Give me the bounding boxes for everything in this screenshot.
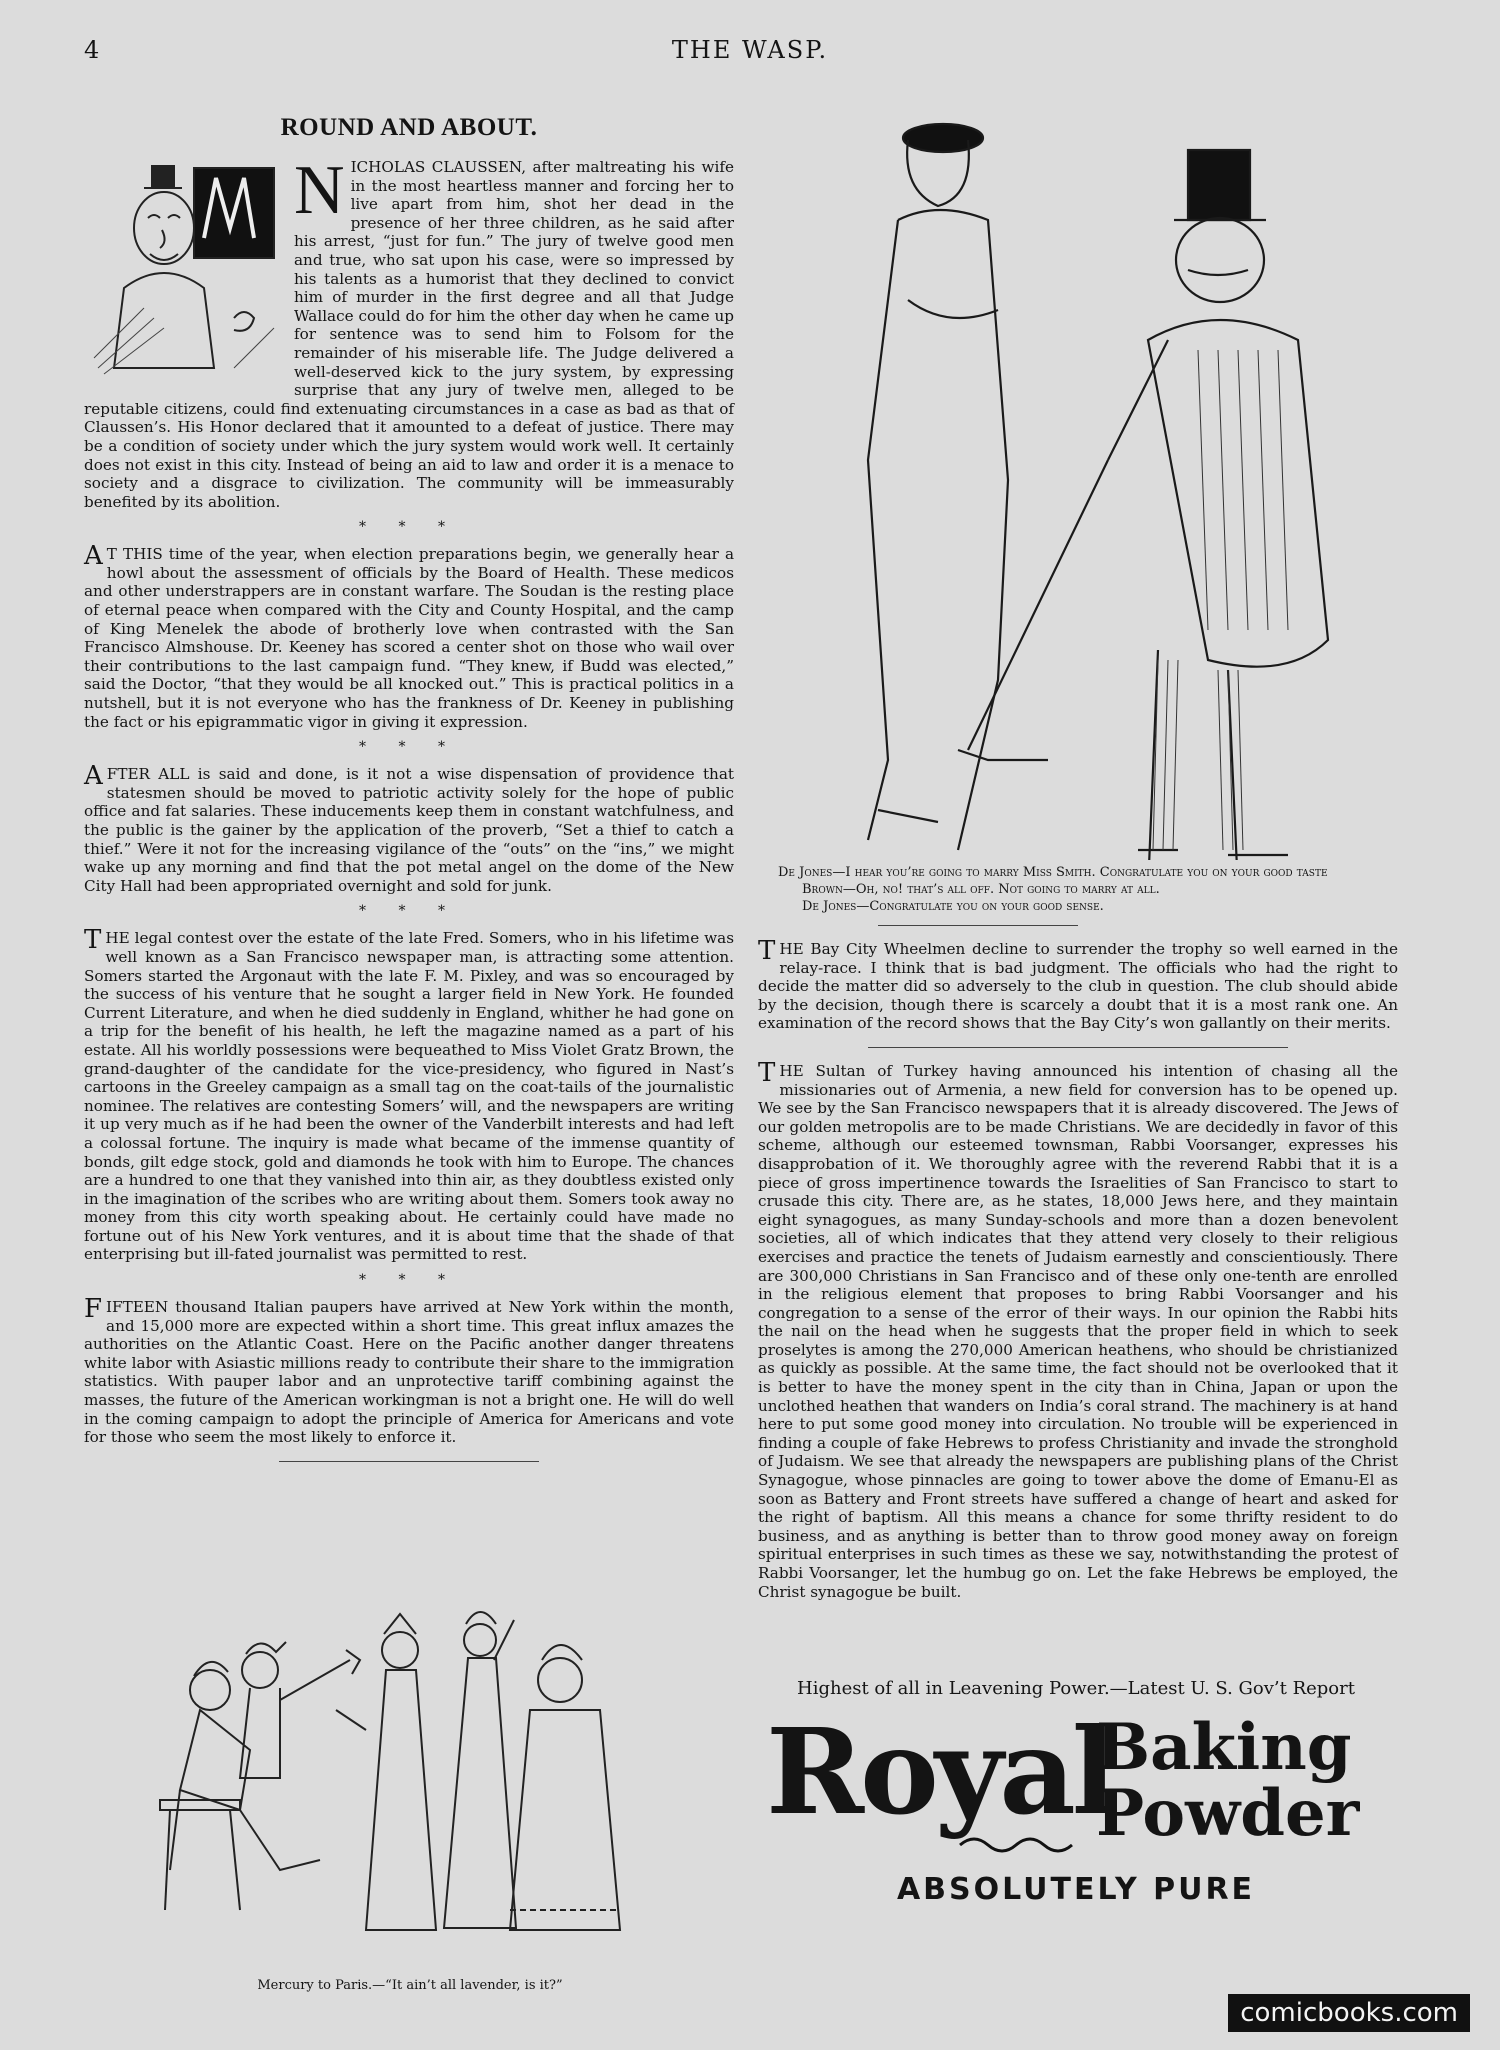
bottom-cartoon-caption: Mercury to Paris.—“It ain’t all lavender, is it?” [257, 1978, 563, 1993]
divider-rule [279, 1461, 539, 1462]
lead-paragraph-text: ICHOLAS CLAUSSEN, after maltreating his wife in the most heartless manner and forcing her to live apart from him, shot her dead in the presence of her three children, as he said after his arrest, “just for fun.” The jury of twelve good men and true, who sat upon his case, were so impressed by his talents as a humorist that they declined to convict him of murder in the first degree and all that Judge Wallace could do for him the other day when he came up for sentence was to send him to Folsom for the remainder of his miserable life. The Judge delivered a well-deserved kick to the jury system, by expressing surprise that any jury of twelve men, alleged to be reputable citizens, could find extenuating circumstances in a case as bad as that of Claussen’s. His Honor declared that it amounted to a defeat of justice. There may be a condition of society under which the jury system would work well. It certainly does not exist in this city. Instead of being an aid to law and order it is a menace to society and a disgrace to civilization. The community will be immeasurably benefited by its abolition. [84, 158, 734, 511]
paragraph-sultan-of-turkey: THE Sultan of Turkey having announced his intention of chasing all the missionaries out of Armenia, a new field for conversion has to be opened up. We see by the San Francisco newspapers that it is already discovered. The Jews of our golden metropolis are to be made Christians. We are decidedly in favor of this scheme, although our esteemed townsman, Rabbi Voorsanger, expresses his disapprobation of it. We thoroughly agree with the reverend Rabbi that it is a piece of gross impertinence towards the Israelities of San Francisco to start to crusade this city. There are, as he states, 18,000 Jews here, and they maintain eight synagogues, as many Sunday-schools and more than a dozen benevolent societies, all of which indicates that they attend very closely to their religious exercises and practice the tenets of Judaism earnestly and conscientiously. There are 300,000 Christians in San Francisco and of these only one-tenth are enrolled in the religious element that proposes to bring Rabbi Voorsanger and his congregation to a sense of the error of their ways. In our opinion the Rabbi hits the nail on the head when he suggests that the proper field in which to seek proselytes is among the 270,000 American heathens, who should be christianized as quickly as possible. At the same time, the fact should not be overlooked that it is better to have the money spent in the city than in China, Japan or upon the unclothed heathen that wanders on India’s coral strand. The machinery is at hand here to put some good money into circulation. No trouble will be experienced in finding a couple of fake Hebrews to profess Christianity and invade the stronghold of Judaism. We see that already the newspapers are publishing plans of the Christ Synagogue, whose pinnacles are going to tower above the dome of Emanu-El as soon as Battery and Front streets have suffered a change of heart and asked for the right of baptism. All this means a chance for some thrifty resident to do business, and as anything is better than to throw good money away on foreign spiritual enterprises in such times as these we say, notwithstanding the protest of Rabbi Voorsanger, let the humbug go on. Let the fake Hebrews be employed, the Christ synagogue be built. [758, 1057, 1398, 1601]
section-separator: * * * [359, 519, 459, 536]
section-separator: * * * [359, 1272, 459, 1289]
lead-story [84, 152, 734, 511]
paragraph-somers-estate: THE legal contest over the estate of the late Fred. Somers, who in his lifetime was well known as a San Francisco newspaper man, is attracting some attention. Somers started the Argonaut with the late F. M. Pixley, and was so encouraged by the success of his venture that he sought a larger field in New York. He founded Current Literature, and when he died suddenly in England, whither he had gone on a trip for the benefit of his health, he left the magazine named as a part of his estate. All his worldly possessions were bequeathed to Miss Violet Gratz Brown, the grand-daughter of the candidate for the vice-presidency, who figured in Nast’s cartoons in the Greeley campaign as a small tag on the coat-tails of the journalistic nominee. The relatives are contesting Somers’ will, and the newspapers are writing it up very much as if he had been the owner of the Vanderbilt interests and had left a colossal fortune. The inquiry is made what became of the immense quantity of bonds, gilt edge stock, gold and diamonds he took with him to Europe. The chances are a hundred to one that they vanished into thin air, as they doubtless existed only in the imagination of the scribes who are writing about them. Somers took away no money from this city worth speaking about. He certainly could have made no fortune out of his New York ventures, and it is about time that the shade of that enterprising but ill-fated journalist was permitted to rest. [84, 925, 734, 1264]
caption-line: De Jones—Congratulate you on your good sense. [802, 899, 1104, 914]
caption-line: Brown—Oh, no! that’s all off. Not going to marry at all. [802, 882, 1160, 897]
top-cartoon-caption [778, 864, 1388, 915]
site-watermark: comicbooks.com [1228, 1994, 1470, 2032]
article-title: ROUND AND ABOUT. [280, 114, 538, 141]
section-separator: * * * [359, 739, 459, 756]
caption-line: De Jones—I hear you’re going to marry Miss Smith. Congratulate you on your good taste [778, 865, 1328, 880]
dejones-brown-cartoon [758, 110, 1398, 860]
right-column [758, 110, 1398, 1601]
ad-tagline: ABSOLUTELY PURE [896, 1872, 1256, 1907]
royal-baking-powder-ad [756, 1672, 1396, 1952]
drop-cap-letter: N [294, 152, 345, 229]
page-number: 4 [84, 36, 100, 64]
paragraph-statesmen: AFTER ALL is said and done, is it not a wise dispensation of providence that statesmen should be moved to patriotic activity solely for the hope of public office and fat salaries. These inducements keep them in constant watchfulness, and the public is the gainer by the application of the proverb, “Set a thief to catch a thief.” Were it not for the increasing vigilance of the “outs” on the “ins,” we might wake up any morning and find that the pot metal angel on the dome of the New City Hall had been appropriated overnight and sold for junk. [84, 761, 734, 895]
ad-brand-royal: Royal [766, 1702, 1113, 1841]
section-separator: * * * [359, 903, 459, 920]
mercury-paris-cartoon [150, 1580, 670, 1970]
ad-word-powder: Powder [1096, 1776, 1360, 1851]
left-column [84, 110, 734, 1476]
paragraph-italian-paupers: FIFTEEN thousand Italian paupers have arrived at New York within the month, and 15,000 more are expected within a short time. This great influx amazes the authorities on the Atlantic Coast. Here on the Pacific another danger threatens white labor with Asiastic millions ready to contribute their share to the immigration statistics. With pauper labor and an unprotective tariff combining against the masses, the future of the American workingman is not a bright one. He will do well in the coming campaign to adopt the principle of America for Americans and vote for those who seem the most likely to enforce it. [84, 1294, 734, 1447]
ad-word-baking: Baking [1096, 1710, 1352, 1785]
divider-rule [878, 925, 1078, 926]
ad-headline: Highest of all in Leavening Power.—Latest U. S. Gov’t Report [797, 1678, 1355, 1699]
portrait-illustration [84, 158, 284, 378]
ornament-flourish-icon [956, 1830, 1076, 1860]
divider-rule [868, 1047, 1288, 1048]
page-header [60, 36, 1440, 76]
paragraph-bay-city-wheelmen: THE Bay City Wheelmen decline to surrender the trophy so well earned in the relay-race. I think that is bad judgment. The officials who had the right to decide the matter did so adversely to the club in question. The club should abide by the decision, though there is scarcely a doubt that it is a most rank one. An examination of the record shows that the Bay City’s won gallantly on their merits. [758, 936, 1398, 1033]
paragraph-board-of-health: AT THIS time of the year, when election preparations begin, we generally hear a howl about the assessment of officials by the Board of Health. These medicos and other understrappers are in constant warfare. The Soudan is the resting place of eternal peace when compared with the City and County Hospital, and the camp of King Menelek the abode of brotherly love when contrasted with the San Francisco Almshouse. Dr. Keeney has scored a center shot on those who wail over their contributions to the last campaign fund. “They knew, if Budd was elected,” said the Doctor, “that they would be all knocked out.” This is practical politics in a nutshell, but it is not everyone who has the frankness of Dr. Keeney in publishing the fact or his epigrammatic vigor in giving it expression. [84, 541, 734, 731]
masthead: THE WASP. [671, 36, 829, 64]
